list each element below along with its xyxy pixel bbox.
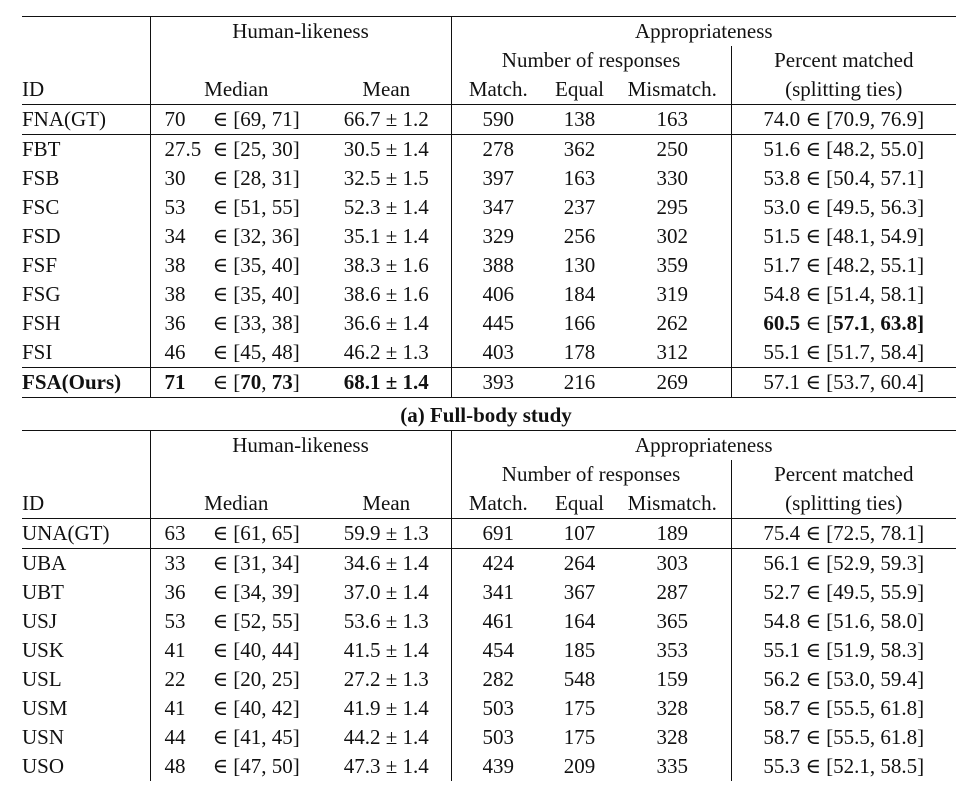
percent-cell: 54.8 ∈ [51.4, 58.1] xyxy=(731,280,956,309)
header-id: ID xyxy=(22,491,45,515)
median-cell: 41 ∈ [40, 44] xyxy=(150,636,322,665)
table-row xyxy=(22,723,956,752)
header-median: Median xyxy=(150,489,322,519)
header-id: ID xyxy=(22,77,45,101)
match-cell: 388 xyxy=(451,251,545,280)
match-cell: 403 xyxy=(451,338,545,368)
percent-cell: 57.1 ∈ [53.7, 60.4] xyxy=(731,368,956,398)
table-row xyxy=(22,164,956,193)
row-id: USJ xyxy=(22,609,58,633)
equal-cell: 175 xyxy=(563,725,596,749)
median-cell: 36 ∈ [33, 38] xyxy=(150,309,322,338)
row-id: FSI xyxy=(22,340,53,364)
mean-cell: 47.3 ± 1.4 xyxy=(343,754,429,778)
table-row xyxy=(22,105,956,135)
mismatch-cell: 163 xyxy=(614,105,731,135)
mean-cell: 41.9 ± 1.4 xyxy=(343,696,429,720)
row-id: UBT xyxy=(22,580,64,604)
median-cell: 34 ∈ [32, 36] xyxy=(150,222,322,251)
mismatch-cell: 365 xyxy=(656,609,689,633)
percent-cell: 74.0 ∈ [70.9, 76.9] xyxy=(731,105,956,135)
table-row xyxy=(22,135,956,165)
mean-cell: 41.5 ± 1.4 xyxy=(343,638,429,662)
mismatch-cell: 335 xyxy=(656,754,689,778)
mismatch-cell: 319 xyxy=(656,282,689,306)
median-cell: 30 ∈ [28, 31] xyxy=(150,164,322,193)
match-cell: 503 xyxy=(451,723,545,752)
mean-cell: 59.9 ± 1.3 xyxy=(322,519,451,549)
row-id: FSF xyxy=(22,253,58,277)
percent-cell: 53.8 ∈ [50.4, 57.1] xyxy=(731,164,956,193)
median-cell: 33 ∈ [31, 34] xyxy=(150,549,322,579)
median-cell: 48 ∈ [47, 50] xyxy=(150,752,322,781)
equal-cell: 107 xyxy=(545,519,614,549)
mismatch-cell: 328 xyxy=(656,696,689,720)
upper-body-results-table xyxy=(22,430,956,781)
mismatch-cell: 287 xyxy=(656,580,689,604)
equal-cell: 256 xyxy=(563,224,596,248)
mismatch-cell: 159 xyxy=(656,667,689,691)
match-cell: 341 xyxy=(451,578,545,607)
equal-cell: 367 xyxy=(563,580,596,604)
percent-cell: 55.1 ∈ [51.9, 58.3] xyxy=(731,636,956,665)
header-percent-matched: Percent matched xyxy=(731,46,956,75)
mismatch-cell: 302 xyxy=(656,224,689,248)
header-blank xyxy=(22,17,150,47)
match-cell: 347 xyxy=(451,193,545,222)
match-cell: 445 xyxy=(451,309,545,338)
equal-cell: 237 xyxy=(563,195,596,219)
equal-cell: 178 xyxy=(563,340,596,364)
percent-cell: 51.6 ∈ [48.2, 55.0] xyxy=(731,135,956,165)
mismatch-cell: 303 xyxy=(614,549,731,579)
match-cell: 406 xyxy=(451,280,545,309)
match-cell: 439 xyxy=(451,752,545,781)
table-row xyxy=(22,193,956,222)
percent-cell: 51.5 ∈ [48.1, 54.9] xyxy=(731,222,956,251)
percent-cell: 52.7 ∈ [49.5, 55.9] xyxy=(731,578,956,607)
row-id: FSG xyxy=(22,282,61,306)
equal-cell: 175 xyxy=(563,696,596,720)
mismatch-cell: 295 xyxy=(656,195,689,219)
percent-cell: 51.7 ∈ [48.2, 55.1] xyxy=(731,251,956,280)
full-body-results-table xyxy=(22,16,956,398)
match-cell: 590 xyxy=(451,105,545,135)
row-id: USK xyxy=(22,638,65,662)
header-mismatch: Mismatch. xyxy=(627,77,717,101)
table-row xyxy=(22,578,956,607)
table-caption: (a) Full-body study xyxy=(400,403,572,427)
table-row xyxy=(22,519,956,549)
row-id: USO xyxy=(22,754,65,778)
header-equal: Equal xyxy=(555,491,604,515)
percent-cell: 60.5 ∈ [57.1, 63.8] xyxy=(731,309,956,338)
mismatch-cell: 269 xyxy=(614,368,731,398)
median-cell: 46 ∈ [45, 48] xyxy=(150,338,322,368)
equal-cell: 548 xyxy=(563,667,596,691)
mean-cell: 36.6 ± 1.4 xyxy=(343,311,429,335)
median-cell: 41 ∈ [40, 42] xyxy=(150,694,322,723)
mean-cell: 37.0 ± 1.4 xyxy=(343,580,429,604)
table-row xyxy=(22,694,956,723)
median-cell: 53 ∈ [51, 55] xyxy=(150,193,322,222)
row-id: FSA(Ours) xyxy=(22,368,150,398)
equal-cell: 130 xyxy=(563,253,596,277)
mean-cell: 44.2 ± 1.4 xyxy=(343,725,429,749)
table-row xyxy=(22,549,956,579)
mean-cell: 46.2 ± 1.3 xyxy=(343,340,429,364)
equal-cell: 264 xyxy=(545,549,614,579)
mean-cell: 38.3 ± 1.6 xyxy=(343,253,429,277)
equal-cell: 362 xyxy=(545,135,614,165)
match-cell: 691 xyxy=(451,519,545,549)
header-mean: Mean xyxy=(362,77,411,101)
table-row xyxy=(22,251,956,280)
mismatch-cell: 328 xyxy=(656,725,689,749)
mismatch-cell: 262 xyxy=(656,311,689,335)
mean-cell: 32.5 ± 1.5 xyxy=(343,166,429,190)
equal-cell: 166 xyxy=(563,311,596,335)
equal-cell: 216 xyxy=(545,368,614,398)
median-cell: 71 ∈ [70, 73] xyxy=(150,368,322,398)
match-cell: 282 xyxy=(451,665,545,694)
median-cell: 36 ∈ [34, 39] xyxy=(150,578,322,607)
mean-cell: 38.6 ± 1.6 xyxy=(343,282,429,306)
match-cell: 329 xyxy=(451,222,545,251)
table-row xyxy=(22,222,956,251)
table-row-ours xyxy=(22,368,956,398)
mismatch-cell: 312 xyxy=(656,340,689,364)
match-cell: 454 xyxy=(451,636,545,665)
header-mismatch: Mismatch. xyxy=(627,491,717,515)
header-equal: Equal xyxy=(555,77,604,101)
row-id: FSB xyxy=(22,166,60,190)
header-match: Match. xyxy=(451,75,545,105)
row-id: FNA(GT) xyxy=(22,105,150,135)
header-human-likeness: Human-likeness xyxy=(150,17,451,47)
table-row xyxy=(22,309,956,338)
table-row xyxy=(22,752,956,781)
mismatch-cell: 353 xyxy=(656,638,689,662)
percent-cell: 55.1 ∈ [51.7, 58.4] xyxy=(731,338,956,368)
percent-cell: 58.7 ∈ [55.5, 61.8] xyxy=(731,723,956,752)
median-cell: 53 ∈ [52, 55] xyxy=(150,607,322,636)
table-row xyxy=(22,636,956,665)
percent-cell: 56.2 ∈ [53.0, 59.4] xyxy=(731,665,956,694)
match-cell: 424 xyxy=(451,549,545,579)
row-id: USL xyxy=(22,667,62,691)
match-cell: 461 xyxy=(451,607,545,636)
header-percent-matched: Percent matched xyxy=(731,460,956,489)
mean-cell: 68.1 ± 1.4 xyxy=(322,368,451,398)
median-cell: 27.5 ∈ [25, 30] xyxy=(150,135,322,165)
median-cell: 38 ∈ [35, 40] xyxy=(150,280,322,309)
percent-cell: 58.7 ∈ [55.5, 61.8] xyxy=(731,694,956,723)
median-cell: 44 ∈ [41, 45] xyxy=(150,723,322,752)
equal-cell: 184 xyxy=(563,282,596,306)
row-id: FSC xyxy=(22,195,60,219)
mismatch-cell: 330 xyxy=(656,166,689,190)
equal-cell: 185 xyxy=(563,638,596,662)
header-splitting-ties: (splitting ties) xyxy=(731,75,956,105)
header-appropriateness: Appropriateness xyxy=(451,431,956,461)
percent-cell: 55.3 ∈ [52.1, 58.5] xyxy=(731,752,956,781)
row-id: FBT xyxy=(22,135,150,165)
median-cell: 38 ∈ [35, 40] xyxy=(150,251,322,280)
header-number-of-responses: Number of responses xyxy=(451,460,731,489)
row-id: UNA(GT) xyxy=(22,519,150,549)
header-median: Median xyxy=(150,75,322,105)
equal-cell: 138 xyxy=(545,105,614,135)
percent-cell: 75.4 ∈ [72.5, 78.1] xyxy=(731,519,956,549)
mean-cell: 53.6 ± 1.3 xyxy=(343,609,429,633)
mismatch-cell: 189 xyxy=(614,519,731,549)
mean-cell: 30.5 ± 1.4 xyxy=(322,135,451,165)
equal-cell: 209 xyxy=(563,754,596,778)
header-splitting-ties: (splitting ties) xyxy=(731,489,956,519)
mean-cell: 34.6 ± 1.4 xyxy=(322,549,451,579)
median-cell: 22 ∈ [20, 25] xyxy=(150,665,322,694)
table-row xyxy=(22,607,956,636)
median-cell: 70 ∈ [69, 71] xyxy=(150,105,322,135)
median-cell: 63 ∈ [61, 65] xyxy=(150,519,322,549)
mismatch-cell: 250 xyxy=(614,135,731,165)
row-id: USN xyxy=(22,725,65,749)
match-cell: 393 xyxy=(451,368,545,398)
header-number-of-responses: Number of responses xyxy=(451,46,731,75)
equal-cell: 163 xyxy=(563,166,596,190)
match-cell: 503 xyxy=(451,694,545,723)
mean-cell: 66.7 ± 1.2 xyxy=(322,105,451,135)
header-mean: Mean xyxy=(362,491,411,515)
row-id: USM xyxy=(22,696,68,720)
header-appropriateness: Appropriateness xyxy=(451,17,956,47)
equal-cell: 164 xyxy=(563,609,596,633)
mean-cell: 35.1 ± 1.4 xyxy=(343,224,429,248)
match-cell: 397 xyxy=(451,164,545,193)
match-cell: 278 xyxy=(451,135,545,165)
percent-cell: 53.0 ∈ [49.5, 56.3] xyxy=(731,193,956,222)
table-row xyxy=(22,665,956,694)
row-id: UBA xyxy=(22,549,150,579)
header-human-likeness: Human-likeness xyxy=(150,431,451,461)
mismatch-cell: 359 xyxy=(656,253,689,277)
table-row xyxy=(22,338,956,368)
header-match: Match. xyxy=(451,489,545,519)
row-id: FSD xyxy=(22,224,61,248)
table-row xyxy=(22,280,956,309)
percent-cell: 54.8 ∈ [51.6, 58.0] xyxy=(731,607,956,636)
row-id: FSH xyxy=(22,311,61,335)
mean-cell: 27.2 ± 1.3 xyxy=(343,667,429,691)
percent-cell: 56.1 ∈ [52.9, 59.3] xyxy=(731,549,956,579)
mean-cell: 52.3 ± 1.4 xyxy=(343,195,429,219)
